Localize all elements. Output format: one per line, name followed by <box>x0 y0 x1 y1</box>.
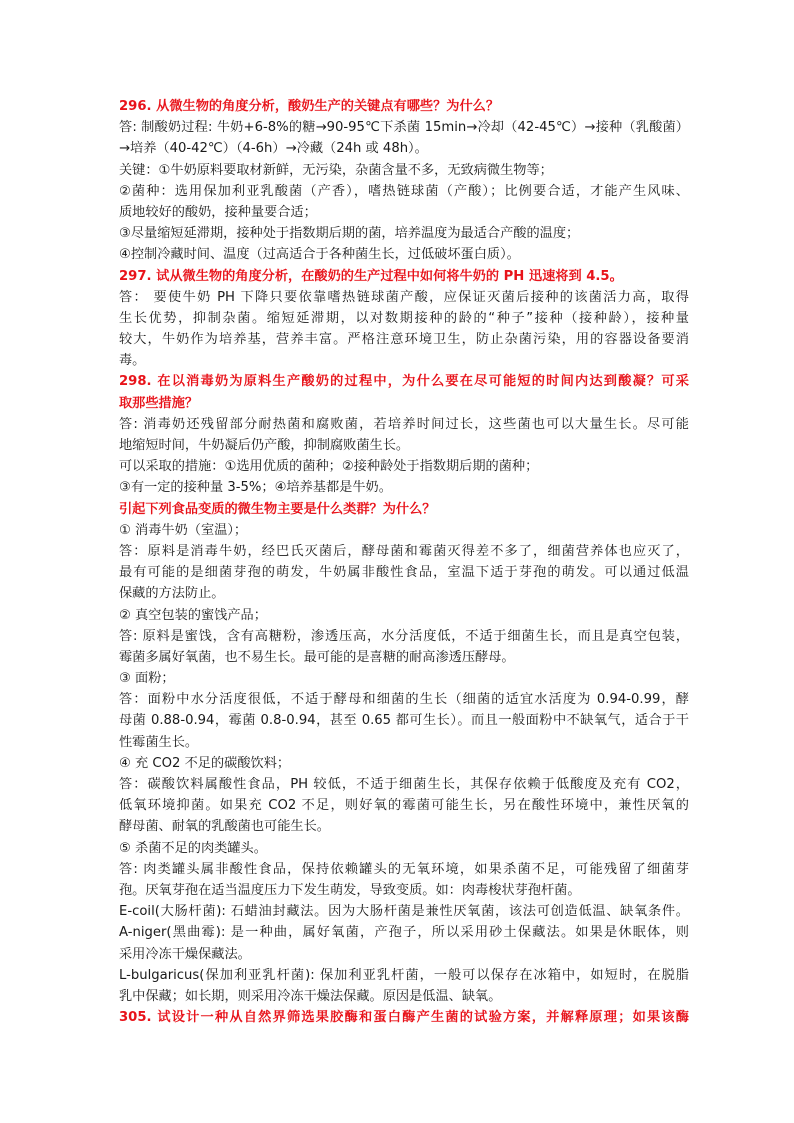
text-line: ④控制冷藏时间、温度（过高适合于各种菌生长，过低破坏蛋白质）。 <box>119 247 520 263</box>
question-heading-line: 298. 在以消毒奶为原料生产酸奶的过程中，为什么要在尽可能短的时间内达到酸凝？可采 <box>119 374 689 390</box>
text-line: 孢。厌氧芽孢在适当温度压力下发生萌发，导致变质。如：肉毒梭状芽孢杆菌。 <box>119 882 581 898</box>
text-line: 答：原料是消毒牛奶，经巴氏灭菌后，酵母菌和霉菌灭得差不多了，细菌营养体也应灭了， <box>119 543 689 559</box>
text-line: 酵母菌、耐氧的乳酸菌也可能生长。 <box>119 819 330 835</box>
text-line: 答： 要使牛奶 PH 下降只要依靠嗜热链球菌产酸，应保证灭菌后接种的该菌活力高，取得 <box>119 289 689 305</box>
text-line: 生长优势，抑制杂菌。缩短延滞期，以对数期接种的龄的“种子”接种（接种龄），接种量 <box>119 310 689 326</box>
question-heading-line: 296. 从微生物的角度分析，酸奶生产的关键点有哪些？为什么？ <box>119 99 500 114</box>
text-line: 低氧环境抑菌。如果充 CO2 不足，则好氧的霉菌可能生长，另在酸性环境中，兼性厌氧的 <box>119 798 689 814</box>
document-page <box>119 96 689 1028</box>
text-line: 最有可能的是细菌芽孢的萌发，牛奶属非酸性食品，室温下适于芽孢的萌发。可以通过低温 <box>119 565 689 581</box>
text-line: 答: 肉类罐头属非酸性食品，保持依赖罐头的无氧环境，如果杀菌不足，可能残留了细菌芽 <box>119 861 689 877</box>
text-line: 霉菌多属好氧菌，也不易生长。最可能的是喜糖的耐高渗透压酵母。 <box>119 649 515 665</box>
text-line: 关键：①牛奶原料要取材新鲜，无污染，杂菌含量不多，无致病微生物等； <box>119 162 553 178</box>
text-line: 母菌 0.88-0.94，霉菌 0.8-0.94，甚至 0.65 都可生长）。而且一般面粉中不缺氧气，适合于干 <box>119 713 689 729</box>
question-heading-line: 297. 试从微生物的角度分析，在酸奶的生产过程中如何将牛奶的 PH 迅速将到 4.5。 <box>119 268 623 284</box>
text-line: 较大，牛奶作为培养基，营养丰富。严格注意环境卫生，防止杂菌污染，用的容器设备要消 <box>119 332 689 348</box>
text-line: ③尽量缩短延滞期，接种处于指数期后期的菌，培养温度为最适合产酸的温度； <box>119 226 580 242</box>
text-line: 质地较好的酸奶，接种量要合适； <box>119 204 317 220</box>
text-line: 答: 制酸奶过程: 牛奶+6-8%的糖→90-95℃下杀菌 15min→冷却（42-45℃）→接种（乳酸菌） <box>119 120 689 136</box>
text-line: ⑤ 杀菌不足的肉类罐头。 <box>119 840 267 856</box>
text-line: 答：面粉中水分活度很低，不适于酵母和细菌的生长（细菌的适宜水活度为 0.94-0.99，酵 <box>119 692 689 708</box>
text-line: ②菌种：选用保加利亚乳酸菌（产香），嗜热链球菌（产酸）；比例要合适，才能产生风味、 <box>119 183 689 199</box>
text-line: A-niger(黑曲霉): 是一种曲，属好氧菌，产孢子，所以采用砂土保藏法。如果是休眠体，则 <box>119 925 689 941</box>
text-line: ③ 面粉； <box>119 671 175 687</box>
text-line: E-coil(大肠杆菌): 石蜡油封藏法。因为大肠杆菌是兼性厌氧菌，该法可创造低温、缺氧条件。 <box>119 904 689 920</box>
document-body <box>119 96 689 1028</box>
text-line: ④ 充 CO2 不足的碳酸饮料； <box>119 755 291 771</box>
text-line: ① 消毒牛奶（室温）； <box>119 522 248 538</box>
text-line: 乳中保藏；如长期，则采用冷冻干燥法保藏。原因是低温、缺氧。 <box>119 988 502 1004</box>
text-line: ③有一定的接种量 3-5%；④培养基都是牛奶。 <box>119 480 392 496</box>
text-line: 答: 原料是蜜饯，含有高糖粉，渗透压高，水分活度低，不适于细菌生长，而且是真空包装， <box>119 628 689 644</box>
text-line: 可以采取的措施：①选用优质的菌种；②接种龄处于指数期后期的菌种； <box>119 459 539 475</box>
text-line: 地缩短时间，牛奶凝后仍产酸，抑制腐败菌生长。 <box>119 438 410 453</box>
text-line: 毒。 <box>119 353 146 369</box>
question-heading-line: 305. 试设计一种从自然界筛选果胶酶和蛋白酶产生菌的试验方案，并解释原理；如果该酶 <box>119 1010 689 1026</box>
text-line: 保藏的方法防止。 <box>119 586 225 602</box>
question-heading-line: 引起下列食品变质的微生物主要是什么类群？为什么？ <box>119 501 436 517</box>
text-line: 采用冷冻干燥保藏法。 <box>119 946 251 962</box>
question-heading-line: 取那些措施？ <box>119 395 199 411</box>
text-line: L-bulgaricus(保加利亚乳杆菌): 保加利亚乳杆菌，一般可以保存在冰箱中，如短时，在脱脂 <box>119 967 689 983</box>
text-line: ② 真空包装的蜜饯产品； <box>119 607 267 623</box>
text-line: 答: 消毒奶还残留部分耐热菌和腐败菌，若培养时间过长，这些菌也可以大量生长。尽可能 <box>119 416 689 432</box>
text-line: →培养（40-42℃）（4-6h）→冷藏（24h 或 48h）。 <box>119 141 428 157</box>
text-line: 答：碳酸饮料属酸性食品，PH 较低，不适于细菌生长，其保存依赖于低酸度及充有 CO2， <box>119 777 689 792</box>
text-line: 性霉菌生长。 <box>119 734 199 750</box>
